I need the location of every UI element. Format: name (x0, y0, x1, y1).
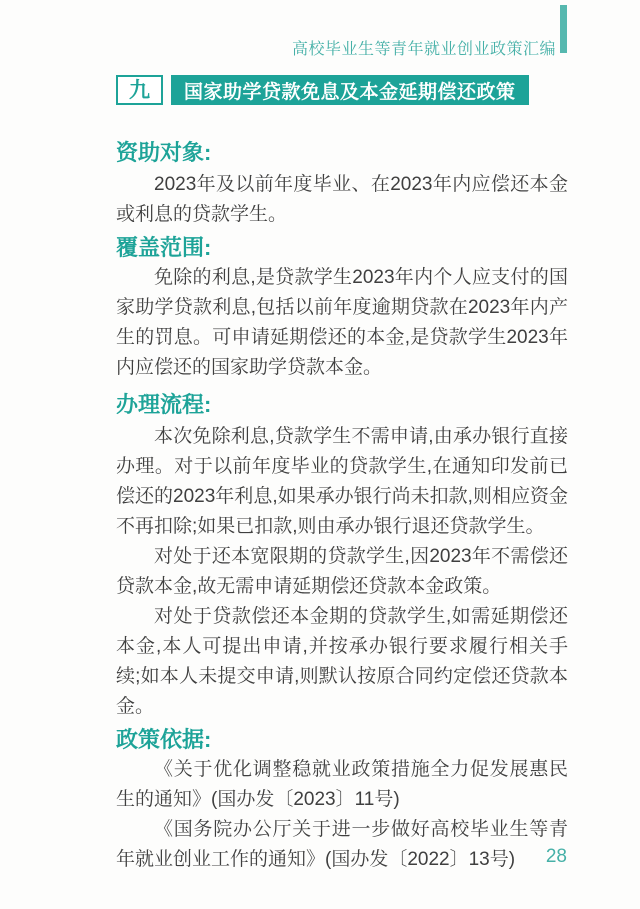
paragraph: 对处于贷款偿还本金期的贷款学生,如需延期偿还本金,本人可提出申请,并按承办银行要求履行相关手续;如本人未提交申请,则默认按原合同约定偿还贷款本金。 (116, 606, 568, 717)
content-column (0, 105, 640, 875)
paragraph: 2023年及以前年度毕业、在2023年内应偿还本金或利息的贷款学生。 (116, 174, 568, 225)
paragraph: 《国务院办公厅关于进一步做好高校毕业生等青年就业创业工作的通知》(国办发〔2022〕13号) (116, 819, 568, 870)
paragraph: 本次免除利息,贷款学生不需申请,由承办银行直接办理。对于以前年度毕业的贷款学生,在通知印发前已偿还的2023年利息,如果承办银行尚未扣款,则相应资金不再扣除;如果已扣款,则由承办银行退还贷款学生。 (116, 426, 568, 537)
section-title-banner: 国家助学贷款免息及本金延期偿还政策 (171, 75, 529, 105)
heading-funding-target: 资助对象: (116, 140, 212, 165)
heading-process: 办理流程: (116, 392, 212, 417)
running-header-title: 高校毕业生等青年就业创业政策汇编 (291, 41, 556, 58)
heading-policy-basis: 政策依据: (116, 727, 212, 752)
page-number: 28 (545, 846, 567, 867)
header-accent-bar (560, 5, 567, 53)
section-number-badge: 九 (116, 75, 163, 105)
paragraph: 《关于优化调整稳就业政策措施全力促发展惠民生的通知》(国办发〔2023〕11号) (116, 759, 568, 810)
paragraph: 对处于还本宽限期的贷款学生,因2023年不需偿还贷款本金,故无需申请延期偿还贷款本金政策。 (116, 546, 568, 597)
section-title-row (116, 75, 529, 105)
heading-coverage-scope: 覆盖范围: (116, 235, 212, 260)
paragraph: 免除的利息,是贷款学生2023年内个人应支付的国家助学贷款利息,包括以前年度逾期贷款在2023年内产生的罚息。可申请延期偿还的本金,是贷款学生2023年内应偿还的国家助学贷款本金。 (116, 267, 568, 378)
